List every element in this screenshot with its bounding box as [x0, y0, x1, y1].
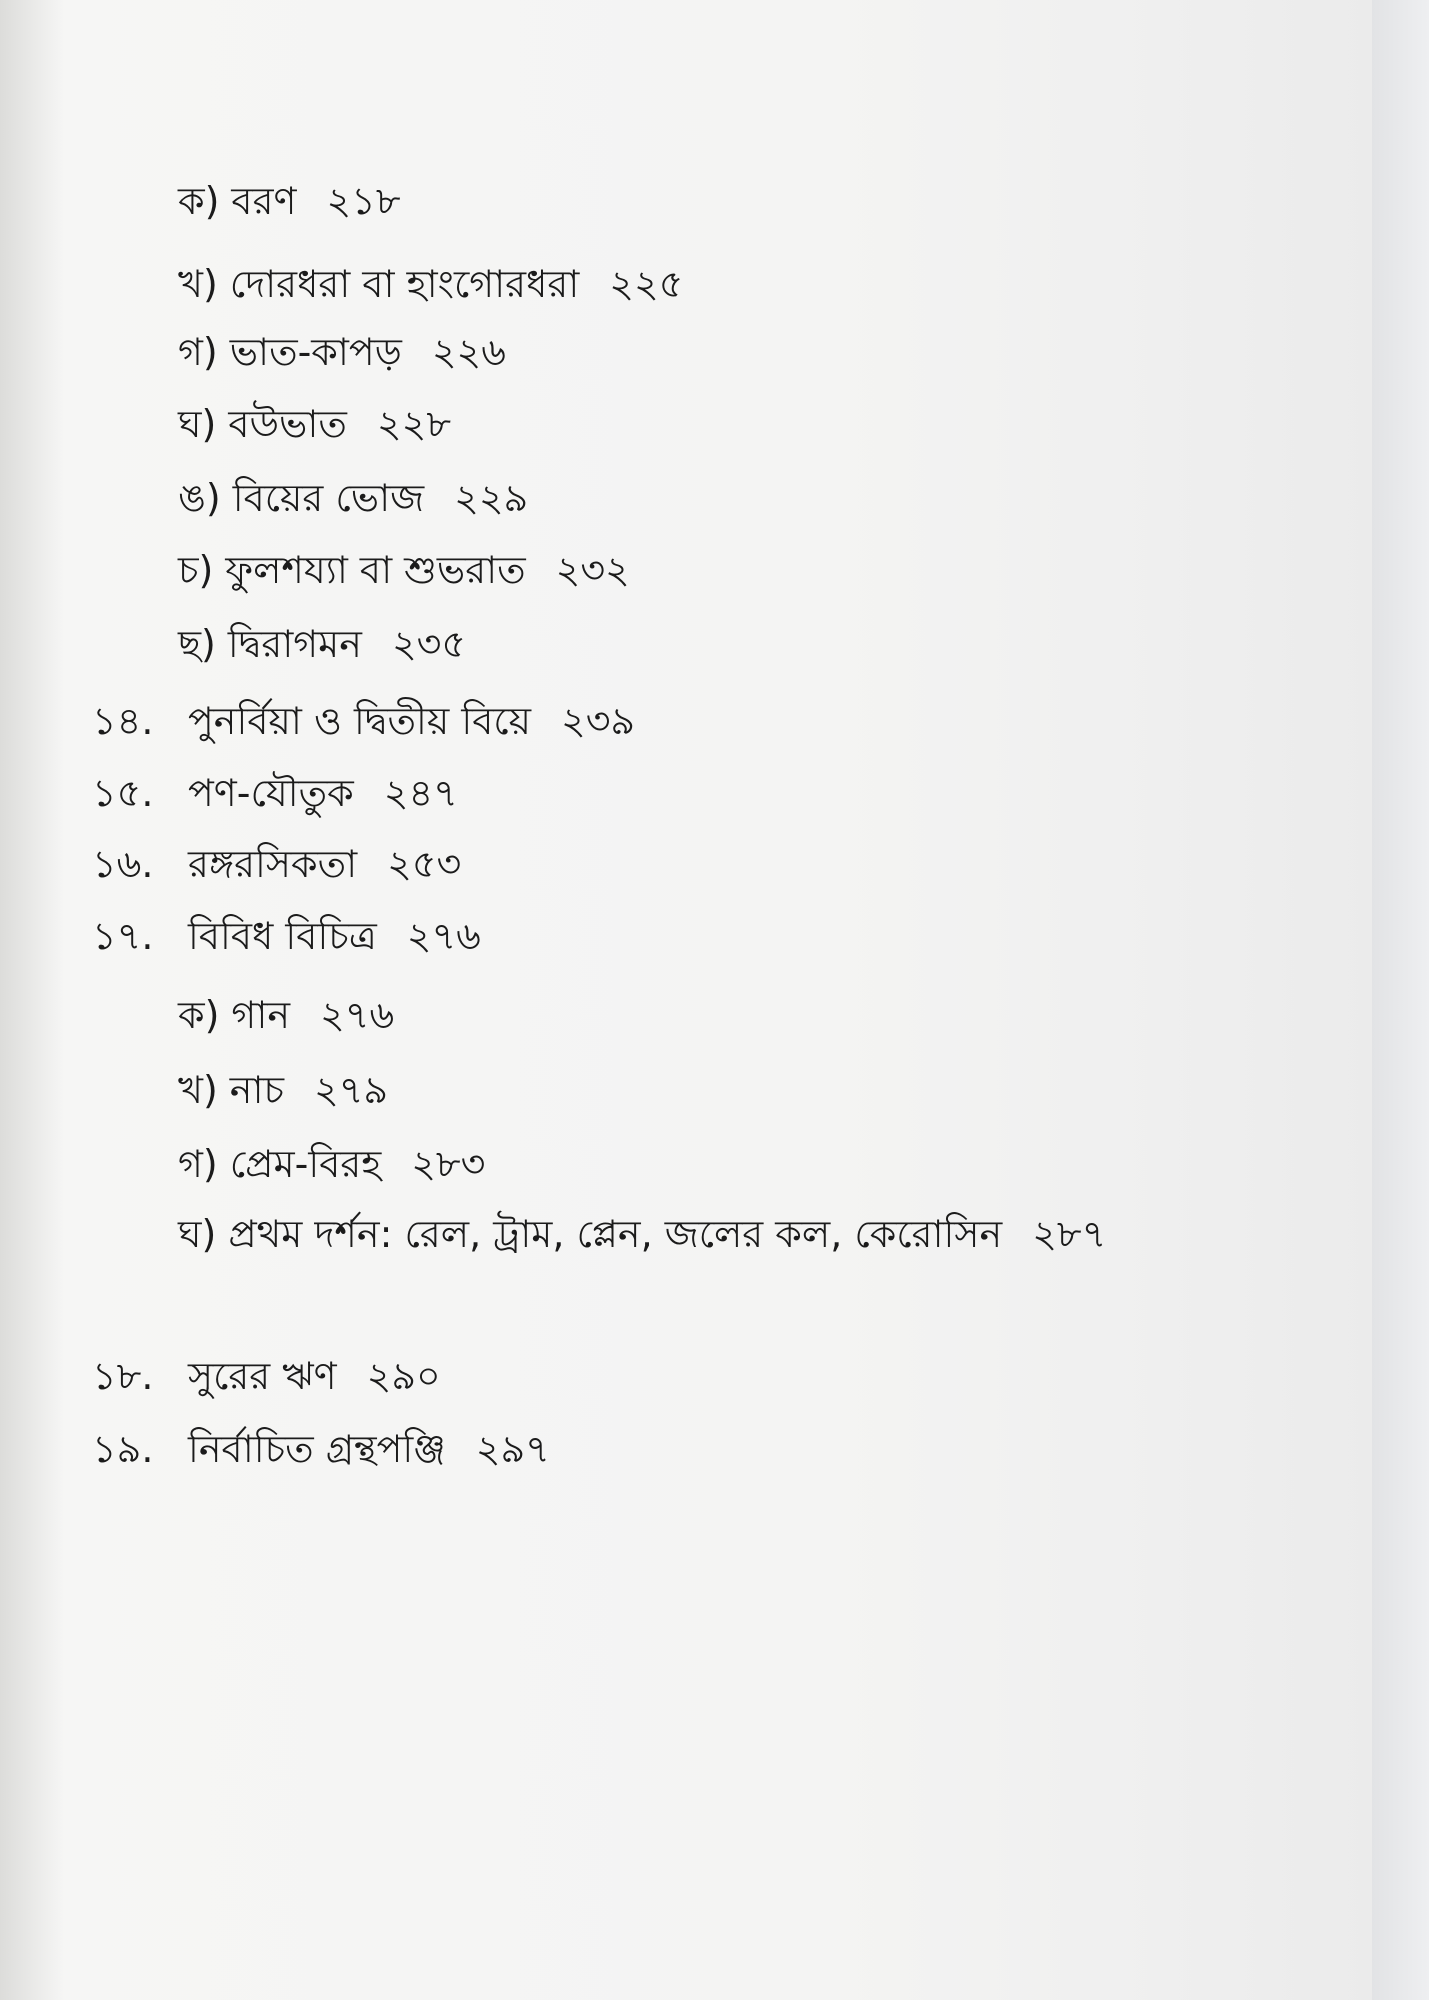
entry-title: দ্বিরাগমন	[227, 622, 362, 666]
entry-title: গান	[231, 993, 291, 1037]
entry-page-number: ২৯০	[366, 1354, 441, 1398]
toc-subentry	[178, 1060, 388, 1120]
entry-title: নাচ	[229, 1068, 284, 1112]
entry-letter: ঘ)	[178, 1212, 217, 1256]
entry-title: ভাত-কাপড়	[229, 330, 402, 374]
toc-entry	[92, 1346, 441, 1406]
toc-subentry	[178, 322, 506, 382]
entry-page-number: ২২৮	[376, 402, 451, 446]
entry-number: ১৪.	[92, 699, 154, 743]
toc-entry	[92, 763, 458, 823]
toc-subentry	[178, 254, 683, 314]
entry-page-number: ২৪৭	[383, 771, 458, 815]
entry-title: প্রথম দর্শন: রেল, ট্রাম, প্লেন, জলের কল, কেরোসিন	[228, 1212, 1003, 1256]
entry-number: ১৫.	[92, 771, 154, 815]
toc-entry	[92, 834, 461, 894]
entry-letter: গ)	[178, 330, 218, 374]
toc-subentry	[178, 171, 400, 231]
entry-page-number: ২৩৫	[391, 622, 467, 666]
entry-page-number: ২৮৭	[1032, 1212, 1107, 1256]
entry-page-number: ২৩৯	[561, 699, 636, 743]
entry-page-number: ২৫৩	[387, 842, 462, 886]
entry-title: নির্বাচিত গ্রন্থপঞ্জি	[188, 1427, 446, 1471]
toc-subentry	[178, 1204, 1106, 1264]
entry-letter: ঘ)	[178, 402, 217, 446]
entry-letter: ঙ)	[178, 476, 221, 520]
entry-title: দোরধরা বা হাংগোরধরা	[229, 262, 580, 306]
entry-page-number: ২৭৬	[406, 914, 481, 958]
entry-page-number: ২৯৭	[475, 1427, 550, 1471]
entry-title: পণ-যৌতুক	[188, 771, 354, 815]
entry-page-number: ২৩২	[555, 548, 630, 592]
entry-title: বিয়ের ভোজ	[232, 476, 425, 520]
entry-title: ফুলশয্যা বা শুভরাত	[225, 548, 526, 592]
entry-page-number: ২৭৯	[314, 1068, 389, 1112]
entry-page-number: ২৭৬	[320, 993, 395, 1037]
entry-letter: খ)	[178, 262, 218, 306]
entry-page-number: ২২৬	[431, 330, 506, 374]
toc-subentry	[178, 394, 451, 454]
entry-letter: ক)	[178, 993, 220, 1037]
toc-subentry	[178, 985, 394, 1045]
toc-subentry	[178, 614, 466, 674]
entry-title: পুনর্বিয়া ও দ্বিতীয় বিয়ে	[188, 699, 532, 743]
entry-number: ১৭.	[92, 914, 154, 958]
entry-page-number: ২২৫	[609, 262, 684, 306]
entry-title: বিবিধ বিচিত্র	[188, 914, 377, 958]
entry-title: বরণ	[231, 179, 297, 223]
toc-entry	[92, 906, 481, 966]
entry-page-number: ২৮৩	[411, 1142, 486, 1186]
toc-entry	[92, 1419, 550, 1479]
page-edge	[1372, 0, 1429, 2000]
entry-page-number: ২১৮	[326, 179, 401, 223]
entry-title: সুরের ঋণ	[188, 1354, 337, 1398]
toc-subentry	[178, 540, 630, 600]
entry-letter: খ)	[178, 1068, 218, 1112]
entry-letter: গ)	[178, 1142, 218, 1186]
entry-page-number: ২২৯	[454, 476, 529, 520]
entry-letter: ক)	[178, 179, 220, 223]
entry-title: রঙ্গরসিকতা	[188, 842, 358, 886]
entry-number: ১৯.	[92, 1427, 154, 1471]
toc-subentry	[178, 1134, 485, 1194]
entry-number: ১৮.	[92, 1354, 154, 1398]
entry-letter: চ)	[178, 548, 214, 592]
entry-letter: ছ)	[178, 622, 216, 666]
entry-title: বউভাত	[228, 402, 347, 446]
toc-subentry	[178, 468, 528, 528]
entry-title: প্রেম-বিরহ	[229, 1142, 382, 1186]
entry-number: ১৬.	[92, 842, 154, 886]
toc-entry	[92, 691, 635, 751]
